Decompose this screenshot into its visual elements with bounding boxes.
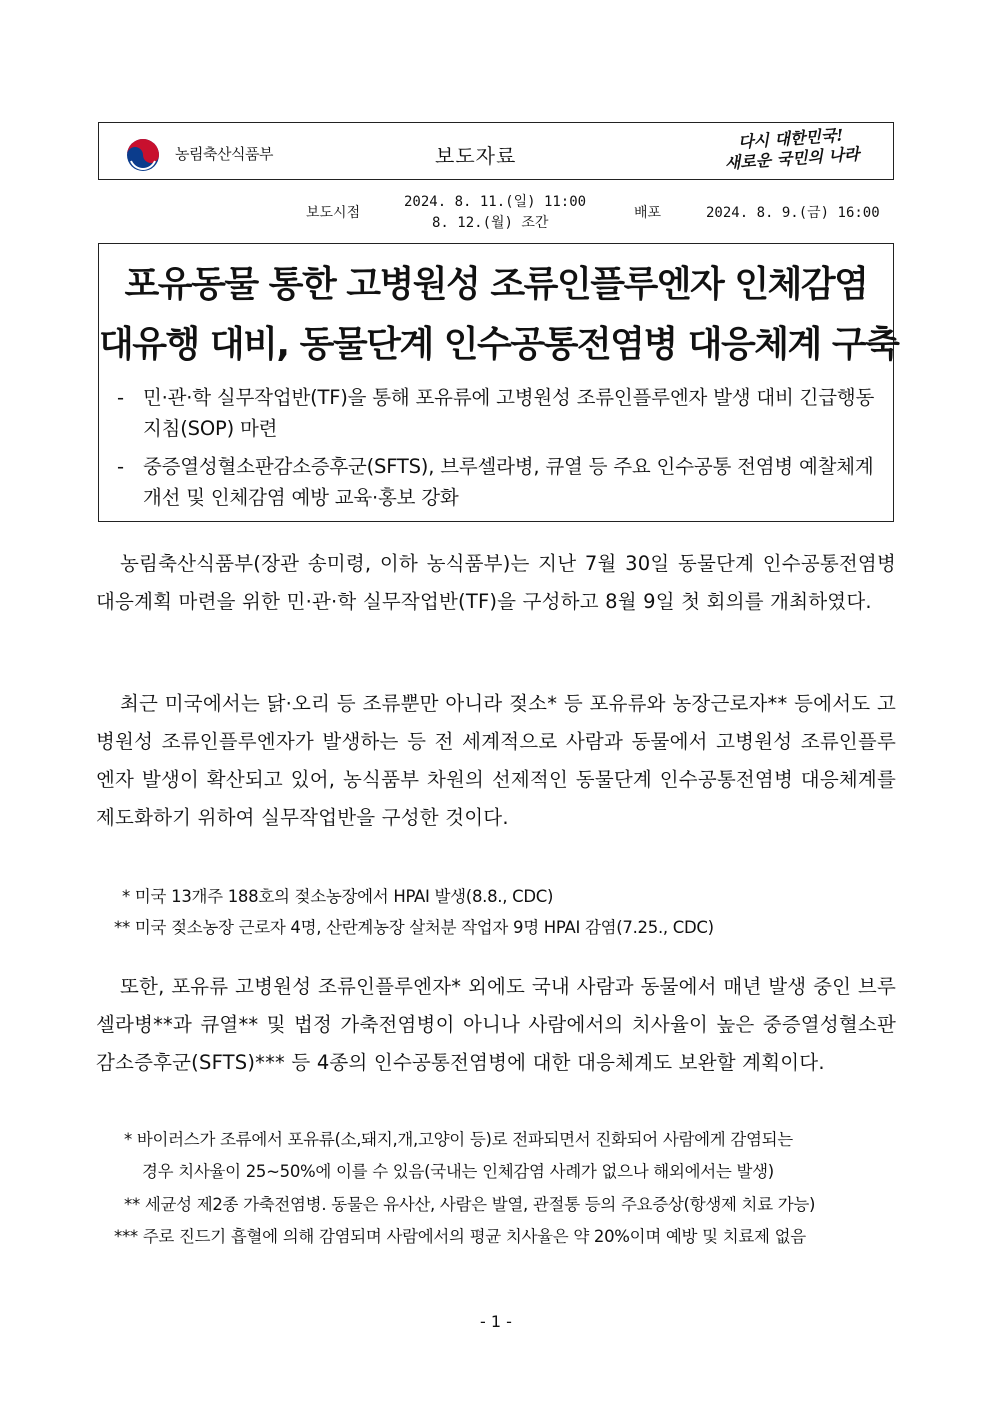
- body-paragraph-1: [96, 545, 896, 621]
- body-paragraph-2: [96, 685, 896, 837]
- doc-type: 보도자료: [435, 144, 517, 168]
- footnote-4: ** 세균성 제2종 가축전염병. 동물은 유사산, 사람은 발열, 관절통 등의 주요증상(항생제 치료 가능): [124, 1195, 816, 1214]
- distribution-label: 배포: [634, 205, 662, 221]
- footnote-1: * 미국 13개주 188호의 젖소농장에서 HPAI 발생(8.8., CDC): [122, 887, 554, 906]
- summary-item: [117, 451, 883, 513]
- page-number: - 1 -: [480, 1312, 512, 1331]
- title-line-1: 포유동물 통한 고병원성 조류인플루엔자 인체감염: [124, 264, 868, 305]
- title-box: [98, 243, 899, 522]
- summary-text: 민·관·학 실무작업반(TF)을 통해 포유류에 고병원성 조류인플루엔자 발생 대비 긴급행동지침(SOP) 마련: [143, 386, 875, 440]
- distribution-value: 2024. 8. 9.(금) 16:00: [706, 205, 880, 221]
- paragraph-text: 또한, 포유류 고병원성 조류인플루엔자* 외에도 국내 사람과 동물에서 매년 발생 중인 브루셀라병**과 큐열** 및 법정 가축전염병이 아니나 사람에서의 치사율이 높은 중증열성혈소판감소증후군(SFTS)*** 등 4종의 인수공통전염병에 대한 대응체계도 보완할 계획이다.: [96, 975, 896, 1074]
- slogan: [723, 124, 860, 173]
- embargo-line-1: 2024. 8. 11.(일) 11:00: [404, 194, 587, 210]
- summary-text: 중증열성혈소판감소증후군(SFTS), 브루셀라병, 큐열 등 주요 인수공통 전염병 예찰체계 개선 및 인체감염 예방 교육·홍보 강화: [143, 455, 874, 509]
- paragraph-text: 최근 미국에서는 닭·오리 등 조류뿐만 아니라 젖소* 등 포유류와 농장근로자** 등에서도 고병원성 조류인플루엔자가 발생하는 등 전 세계적으로 사람과 동물에서 고병원성 조류인플루엔자 발생이 확산되고 있어, 농식품부 차원의 선제적인 동물단계 인수공통전염병 대응체계를 제도화하기 위하여 실무작업반을 구성한 것이다.: [96, 692, 896, 829]
- footnote-5: *** 주로 진드기 흡혈에 의해 감염되며 사람에서의 평균 치사율은 약 20%이며 예방 및 치료제 없음: [114, 1227, 806, 1246]
- summary-dash: -: [117, 455, 124, 478]
- footnote-2: ** 미국 젖소농장 근로자 4명, 산란계농장 살처분 작업자 9명 HPAI 감염(7.25., CDC): [114, 918, 714, 937]
- summary-item: [117, 382, 883, 444]
- embargo-label: 보도시점: [306, 205, 361, 221]
- embargo-line-2: 8. 12.(월) 조간: [432, 215, 549, 231]
- slogan-line-2: 새로운 국민의 나라: [724, 144, 861, 173]
- summary-dash: -: [117, 386, 124, 409]
- footnote-3-line-2: 경우 치사율이 25~50%에 이를 수 있음(국내는 인체감염 사례가 없으나 해외에서는 발생): [142, 1162, 774, 1181]
- header-box: [98, 122, 894, 180]
- paragraph-text: 농림축산식품부(장관 송미령, 이하 농식품부)는 지난 7월 30일 동물단계 인수공통전염병 대응계획 마련을 위한 민·관·학 실무작업반(TF)을 구성하고 8월 9일 첫 회의를 개최하였다.: [96, 552, 896, 613]
- taegeuk-logo-icon: [125, 137, 161, 173]
- footnote-3-line-1: * 바이러스가 조류에서 포유류(소,돼지,개,고양이 등)로 전파되면서 진화되어 사람에게 감염되는: [124, 1130, 793, 1149]
- body-paragraph-3: [96, 968, 896, 1082]
- org-name: 농림축산식품부: [175, 145, 273, 163]
- slogan-line-1: 다시 대한민국!: [737, 125, 845, 152]
- release-info: [0, 188, 992, 238]
- title-line-2: 대유행 대비, 동물단계 인수공통전염병 대응체계 구축: [99, 324, 899, 365]
